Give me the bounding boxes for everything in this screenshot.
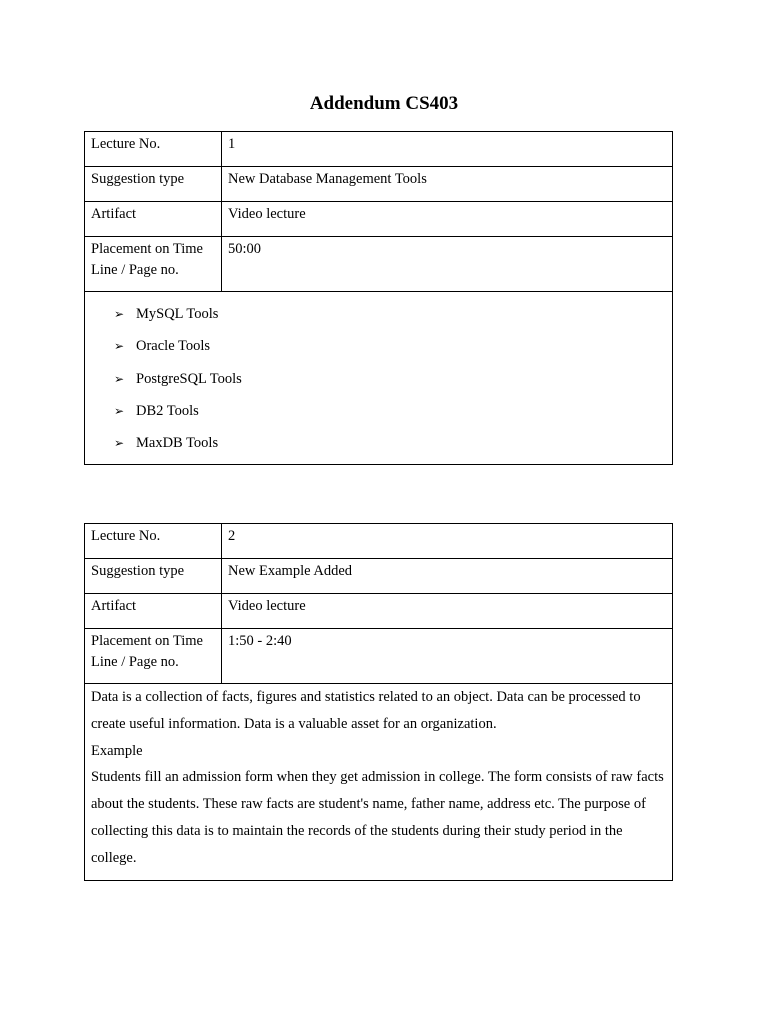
suggestion-type-label: Suggestion type	[85, 167, 222, 202]
arrowhead-bullet-icon: ➢	[114, 403, 125, 418]
addendum-table-1	[84, 131, 673, 465]
example-heading: Example	[91, 742, 143, 759]
table-row	[85, 202, 673, 237]
suggestion-type-value: New Example Added	[222, 559, 673, 594]
content-paragraph: Students fill an admission form when they get admission in college. The form consists of raw facts about the students. These raw facts are student's name, father name, address etc. The purpose of collecting this data is to maintain the records of the students during their study period in the college.	[91, 769, 664, 866]
arrowhead-bullet-icon: ➢	[114, 307, 125, 321]
placement-value: 50:00	[222, 237, 673, 292]
arrowhead-bullet-icon: ➢	[114, 339, 125, 354]
example-content	[91, 684, 666, 872]
list-item	[114, 432, 672, 464]
table-row	[85, 167, 673, 202]
list-item-text: MySQL Tools	[136, 306, 219, 322]
table-row	[85, 292, 673, 465]
arrowhead-bullet-icon: ➢	[114, 371, 125, 386]
placement-label: Placement on Time Line / Page no.	[85, 629, 222, 684]
table-row	[85, 237, 673, 292]
placement-label: Placement on Time Line / Page no.	[85, 237, 222, 292]
list-item	[114, 368, 672, 400]
addendum-table-2	[84, 523, 673, 881]
tools-list	[85, 292, 672, 464]
list-item	[114, 335, 672, 367]
placement-value: 1:50 - 2:40	[222, 629, 673, 684]
arrowhead-bullet-icon: ➢	[114, 436, 125, 451]
table-row	[85, 594, 673, 629]
suggestion-type-value: New Database Management Tools	[222, 167, 673, 202]
artifact-value: Video lecture	[222, 202, 673, 237]
artifact-label: Artifact	[85, 202, 222, 237]
list-item	[114, 400, 672, 432]
list-item-text: MaxDB Tools	[136, 435, 219, 452]
example-content-cell	[85, 684, 673, 881]
document-title: Addendum CS403	[309, 93, 459, 114]
artifact-value: Video lecture	[222, 594, 673, 629]
table-row	[85, 559, 673, 594]
suggestion-type-label: Suggestion type	[85, 559, 222, 594]
lecture-no-value: 1	[222, 132, 673, 167]
table-row	[85, 524, 673, 559]
table-row	[85, 629, 673, 684]
list-item-text: PostgreSQL Tools	[136, 370, 242, 387]
tools-list-cell	[85, 292, 673, 465]
lecture-no-value: 2	[222, 524, 673, 559]
lecture-no-label: Lecture No.	[85, 524, 222, 559]
list-item-text: Oracle Tools	[136, 338, 211, 355]
list-item	[114, 303, 672, 335]
list-item-text: DB2 Tools	[136, 402, 199, 419]
content-paragraph: Data is a collection of facts, figures and statistics related to an object. Data can be processed to create useful information. Data is a valuable asset for an organization.	[91, 689, 641, 732]
table-row	[85, 132, 673, 167]
table-row	[85, 684, 673, 881]
lecture-no-label: Lecture No.	[85, 132, 222, 167]
artifact-label: Artifact	[85, 594, 222, 629]
